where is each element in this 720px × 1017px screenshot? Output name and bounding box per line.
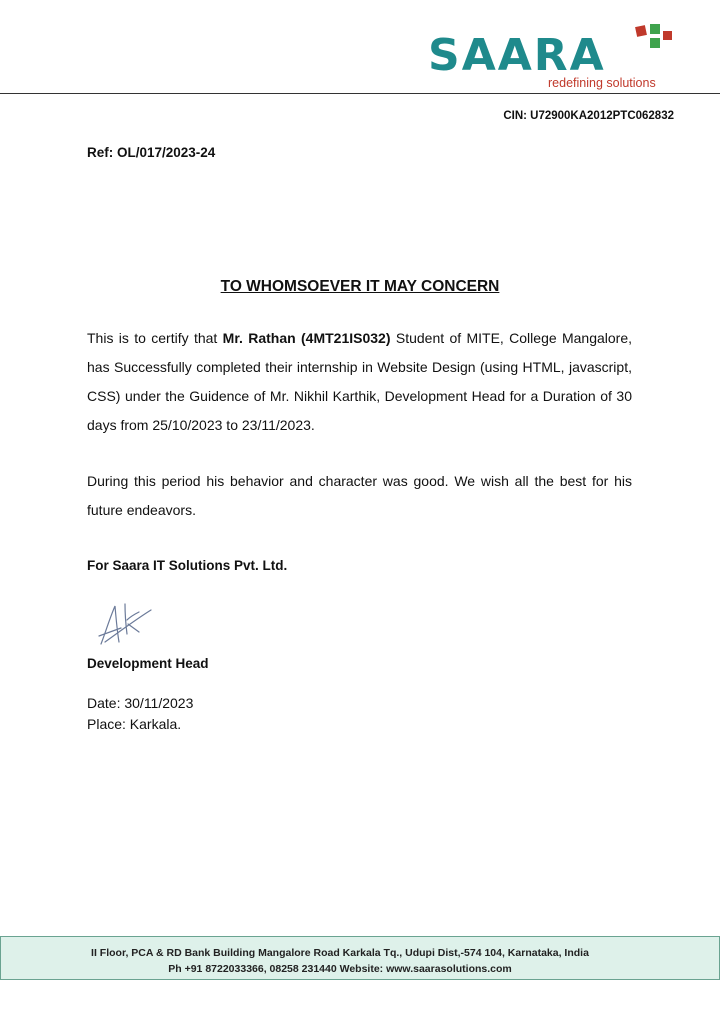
signature-image [95,598,155,650]
conduct-paragraph: During this period his behavior and character was good. We wish all the best for his future endeavors. [87,473,632,518]
company-logo [428,22,678,92]
logo-squares-icon [634,22,674,56]
issue-place: Place: Karkala. [87,716,182,732]
paragraph-details: Student of MITE, College Mangalore, has Successfully completed their internship in Website Design (using HTML, javascript, CSS) under the Guidence of Mr. Nikhil Karthik, Development Head for a Duration of 30 days from 25/10/2023 to 23/11/2023. [87,330,633,433]
date-place-block [87,693,193,735]
logo-tagline: redefining solutions [548,76,656,90]
certificate-paragraph [87,324,632,440]
letter-heading: TO WHOMSOEVER IT MAY CONCERN [220,278,500,295]
paragraph-intro: This is to certify that [87,330,223,346]
letterhead-footer [0,936,720,980]
logo-wordmark: SAARA [428,30,606,81]
cin-number: CIN: U72900KA2012PTC062832 [503,110,674,122]
footer-address: II Floor, PCA & RD Bank Building Mangalore Road Karkala Tq., Udupi Dist,-574 104, Karnataka, India [91,947,589,959]
reference-number: Ref: OL/017/2023-24 [87,145,216,160]
student-name: Mr. Rathan (4MT21IS032) [222,330,391,346]
footer-contact: Ph +91 8722033366, 08258 231440 Website: www.saarasolutions.com [168,963,512,975]
issue-date: Date: 30/11/2023 [87,695,194,711]
header-divider [0,93,720,94]
company-signoff: For Saara IT Solutions Pvt. Ltd. [87,558,288,573]
signatory-role: Development Head [87,656,209,671]
